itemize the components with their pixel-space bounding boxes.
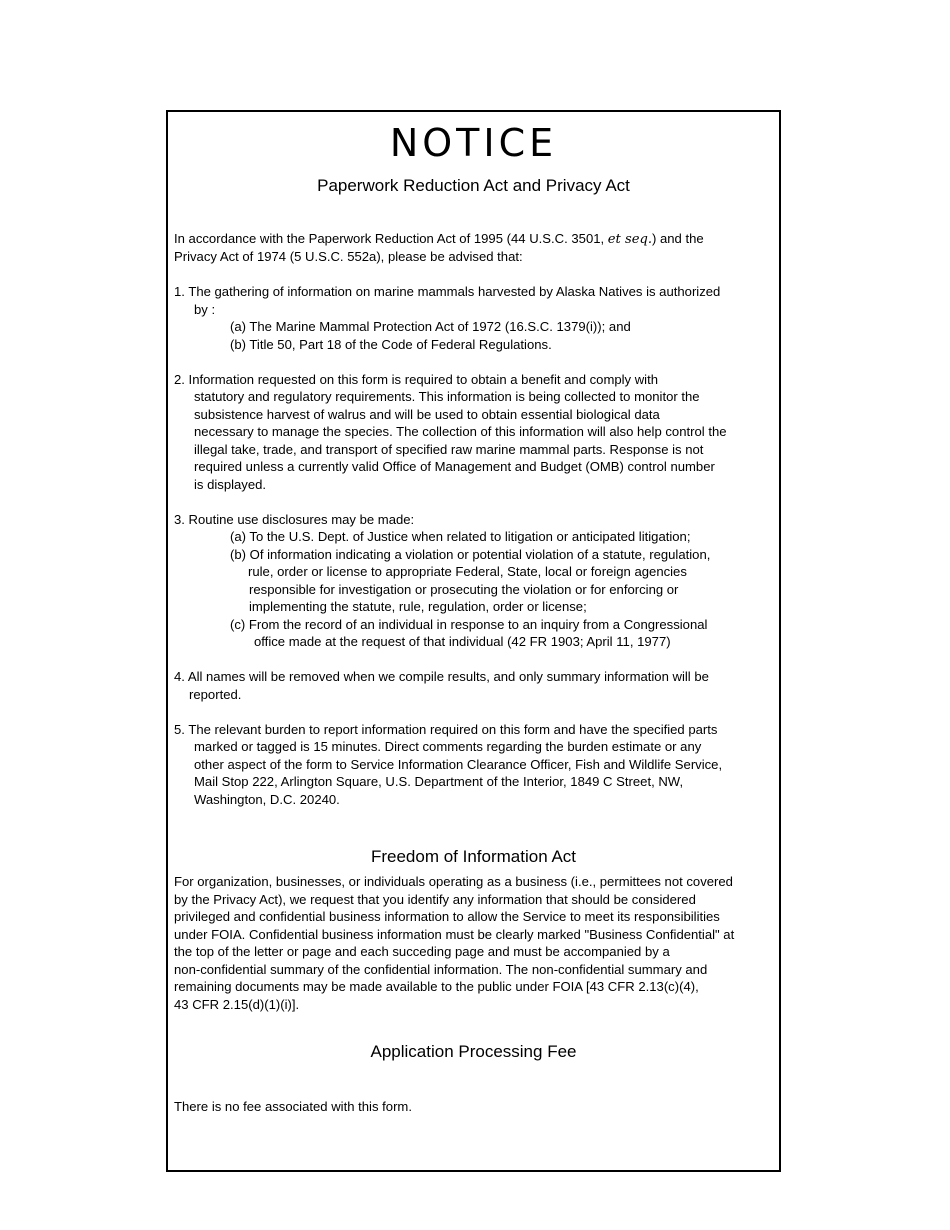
foia-line: 43 CFR 2.15(d)(1)(i)]. [174, 997, 300, 1012]
item-2-line: 2. Information requested on this form is required to obtain a benefit and comply with [174, 372, 659, 387]
foia-line: non-confidential summary of the confidential information. The non-confidential summary and [174, 962, 708, 977]
notice-title: NOTICE [389, 121, 558, 165]
item-3b: responsible for investigation or prosecuting the violation or for enforcing or [249, 582, 679, 597]
notice-box [166, 110, 781, 1172]
item-5-line: marked or tagged is 15 minutes. Direct comments regarding the burden estimate or any [194, 739, 702, 754]
item-5-line: other aspect of the form to Service Information Clearance Officer, Fish and Wildlife Service, [194, 757, 723, 772]
foia-line: For organization, businesses, or individuals operating as a business (i.e., permittees not covered [174, 874, 733, 889]
item-5-line: 5. The relevant burden to report information required on this form and have the specified parts [174, 722, 718, 737]
item-1-line: by : [194, 302, 216, 317]
item-3-line: 3. Routine use disclosures may be made: [174, 512, 415, 527]
item-5-line: Mail Stop 222, Arlington Square, U.S. Department of the Interior, 1849 C Street, NW, [194, 774, 684, 789]
item-2-line: illegal take, trade, and transport of specified raw marine mammal parts. Response is not [194, 442, 704, 457]
item-3c: (c) From the record of an individual in response to an inquiry from a Congressional [230, 617, 708, 632]
item-1a: (a) The Marine Mammal Protection Act of 1972 (16.S.C. 1379(i)); and [230, 319, 631, 334]
fee-text: There is no fee associated with this form. [174, 1099, 412, 1114]
et-seq-italic: et seq. [607, 232, 652, 247]
item-2-line: required unless a currently valid Office of Management and Budget (OMB) control number [194, 459, 715, 474]
item-2-line: statutory and regulatory requirements. This information is being collected to monitor the [194, 389, 700, 404]
item-2-line: necessary to manage the species. The collection of this information will also help control the [194, 424, 727, 439]
item-1b: (b) Title 50, Part 18 of the Code of Federal Regulations. [230, 337, 552, 352]
item-4-line: 4. All names will be removed when we compile results, and only summary information will be [174, 669, 709, 684]
intro-line-1: In accordance with the Paperwork Reduction Act of 1995 (44 U.S.C. 3501, et seq.) and the [174, 231, 704, 247]
foia-heading: Freedom of Information Act [370, 847, 577, 866]
item-3b: implementing the statute, rule, regulation, order or license; [249, 599, 587, 614]
item-3a: (a) To the U.S. Dept. of Justice when related to litigation or anticipated litigation; [230, 529, 691, 544]
item-2-line: subsistence harvest of walrus and will be used to obtain essential biological data [194, 407, 660, 422]
item-2-line: is displayed. [194, 477, 267, 492]
foia-line: the top of the letter or page and each succeding page and must be accompanied by a [174, 944, 670, 959]
foia-line: privileged and confidential business information to allow the Service to meet its responsibilities [174, 909, 720, 924]
item-4-line: reported. [189, 687, 242, 702]
notice-subtitle: Paperwork Reduction Act and Privacy Act [317, 176, 630, 195]
item-3b: rule, order or license to appropriate Federal, State, local or foreign agencies [248, 564, 687, 579]
item-3c: office made at the request of that individual (42 FR 1903; April 11, 1977) [254, 634, 671, 649]
item-1-line: 1. The gathering of information on marine mammals harvested by Alaska Natives is authorized [174, 284, 721, 299]
item-3b: (b) Of information indicating a violation or potential violation of a statute, regulation, [230, 547, 711, 562]
foia-line: under FOIA. Confidential business information must be clearly marked "Business Confidential" at [174, 927, 735, 942]
foia-line: by the Privacy Act), we request that you identify any information that should be considered [174, 892, 696, 907]
foia-line: remaining documents may be made available to the public under FOIA [43 CFR 2.13(c)(4), [174, 979, 699, 994]
item-5-line: Washington, D.C. 20240. [194, 792, 340, 807]
fee-heading: Application Processing Fee [370, 1042, 577, 1061]
intro-line-2: Privacy Act of 1974 (5 U.S.C. 552a), please be advised that: [174, 249, 523, 264]
